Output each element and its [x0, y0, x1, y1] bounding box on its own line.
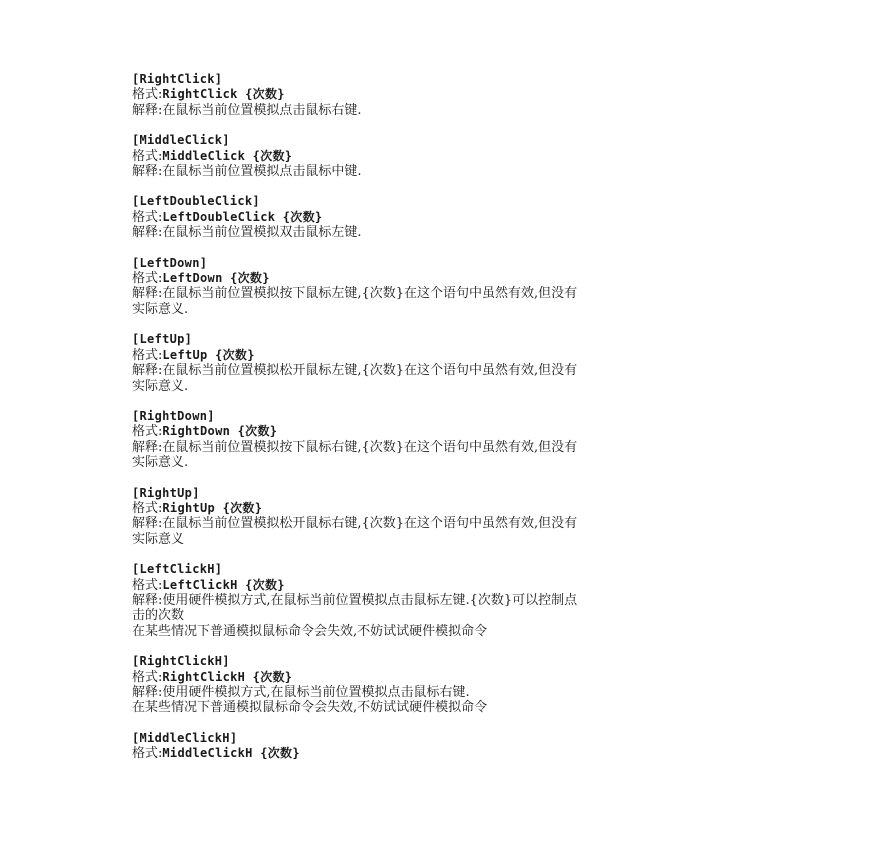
format-line [132, 87, 752, 102]
format-line [132, 348, 752, 363]
explanation-line: 实际意义. [132, 301, 189, 317]
command-heading: [LeftUp] [132, 332, 193, 347]
format-line [132, 210, 752, 225]
explanation-line: 实际意义. [132, 455, 189, 471]
format-command: RightClick {次数} [162, 87, 285, 102]
format-label: 格式: [132, 746, 163, 762]
format-label: 格式: [132, 669, 163, 685]
explanation-line: 解释:在鼠标当前位置模拟双击鼠标左键. [132, 225, 362, 241]
format-label: 格式: [132, 424, 163, 440]
explanation-line: 解释:使用硬件模拟方式,在鼠标当前位置模拟点击鼠标右键. [132, 685, 470, 700]
format-line [132, 501, 752, 516]
format-command: RightDown {次数} [162, 424, 278, 439]
command-heading: [RightClickH] [132, 654, 230, 669]
format-label: 格式: [132, 500, 163, 516]
format-line [132, 746, 752, 761]
entry-middleclick [132, 133, 752, 179]
format-line [132, 271, 752, 286]
explanation-line: 在某些情况下普通模拟鼠标命令会失效,不妨试试硬件模拟命令 [132, 623, 488, 639]
format-line [132, 578, 752, 593]
format-label: 格式: [132, 577, 163, 593]
explanation-line: 解释:在鼠标当前位置模拟松开鼠标左键,{次数}在这个语句中虽然有效,但没有 [132, 363, 578, 379]
command-heading: [MiddleClick] [132, 133, 230, 148]
command-heading: [LeftDown] [132, 255, 208, 270]
command-heading: [RightClick] [132, 72, 223, 86]
entry-rightdown [132, 409, 752, 471]
entry-leftclickh [132, 562, 752, 639]
explanation-line: 解释:使用硬件模拟方式,在鼠标当前位置模拟点击鼠标左键.{次数}可以控制点 [132, 592, 578, 608]
document-page [132, 72, 752, 777]
entry-leftdoubleclick [132, 194, 752, 240]
command-heading: [LeftDoubleClick] [132, 194, 260, 209]
format-command: LeftDoubleClick {次数} [162, 209, 323, 224]
explanation-line: 解释:在鼠标当前位置模拟点击鼠标右键. [132, 102, 362, 118]
format-command: MiddleClickH {次数} [162, 746, 300, 761]
entry-rightup [132, 486, 752, 548]
format-line [132, 149, 752, 164]
format-label: 格式: [132, 271, 163, 287]
entry-middleclickh [132, 731, 752, 762]
format-line [132, 670, 752, 685]
explanation-line: 实际意义. [132, 378, 189, 394]
entry-rightclickh [132, 654, 752, 716]
format-command: LeftClickH {次数} [162, 577, 285, 592]
format-label: 格式: [132, 148, 163, 164]
command-heading: [LeftClickH] [132, 562, 223, 577]
explanation-line: 解释:在鼠标当前位置模拟松开鼠标右键,{次数}在这个语句中虽然有效,但没有 [132, 516, 578, 532]
entry-leftdown [132, 256, 752, 318]
format-label: 格式: [132, 87, 163, 103]
command-heading: [MiddleClickH] [132, 730, 238, 745]
format-command: LeftUp {次数} [162, 347, 255, 362]
format-command: MiddleClick {次数} [162, 148, 293, 163]
entry-leftup [132, 332, 752, 394]
format-line [132, 424, 752, 439]
explanation-line: 解释:在鼠标当前位置模拟点击鼠标中键. [132, 164, 362, 180]
format-command: RightClickH {次数} [162, 669, 293, 684]
command-heading: [RightUp] [132, 485, 200, 500]
explanation-line: 解释:在鼠标当前位置模拟按下鼠标左键,{次数}在这个语句中虽然有效,但没有 [132, 286, 578, 302]
explanation-line: 实际意义 [132, 531, 185, 547]
format-command: RightUp {次数} [162, 500, 263, 515]
explanation-line: 在某些情况下普通模拟鼠标命令会失效,不妨试试硬件模拟命令 [132, 700, 488, 716]
format-command: LeftDown {次数} [162, 271, 270, 286]
entry-rightclick [132, 72, 752, 118]
explanation-line: 解释:在鼠标当前位置模拟按下鼠标右键,{次数}在这个语句中虽然有效,但没有 [132, 439, 578, 455]
command-heading: [RightDown] [132, 408, 215, 423]
explanation-line: 击的次数 [132, 608, 185, 624]
format-label: 格式: [132, 209, 163, 225]
format-label: 格式: [132, 347, 163, 363]
